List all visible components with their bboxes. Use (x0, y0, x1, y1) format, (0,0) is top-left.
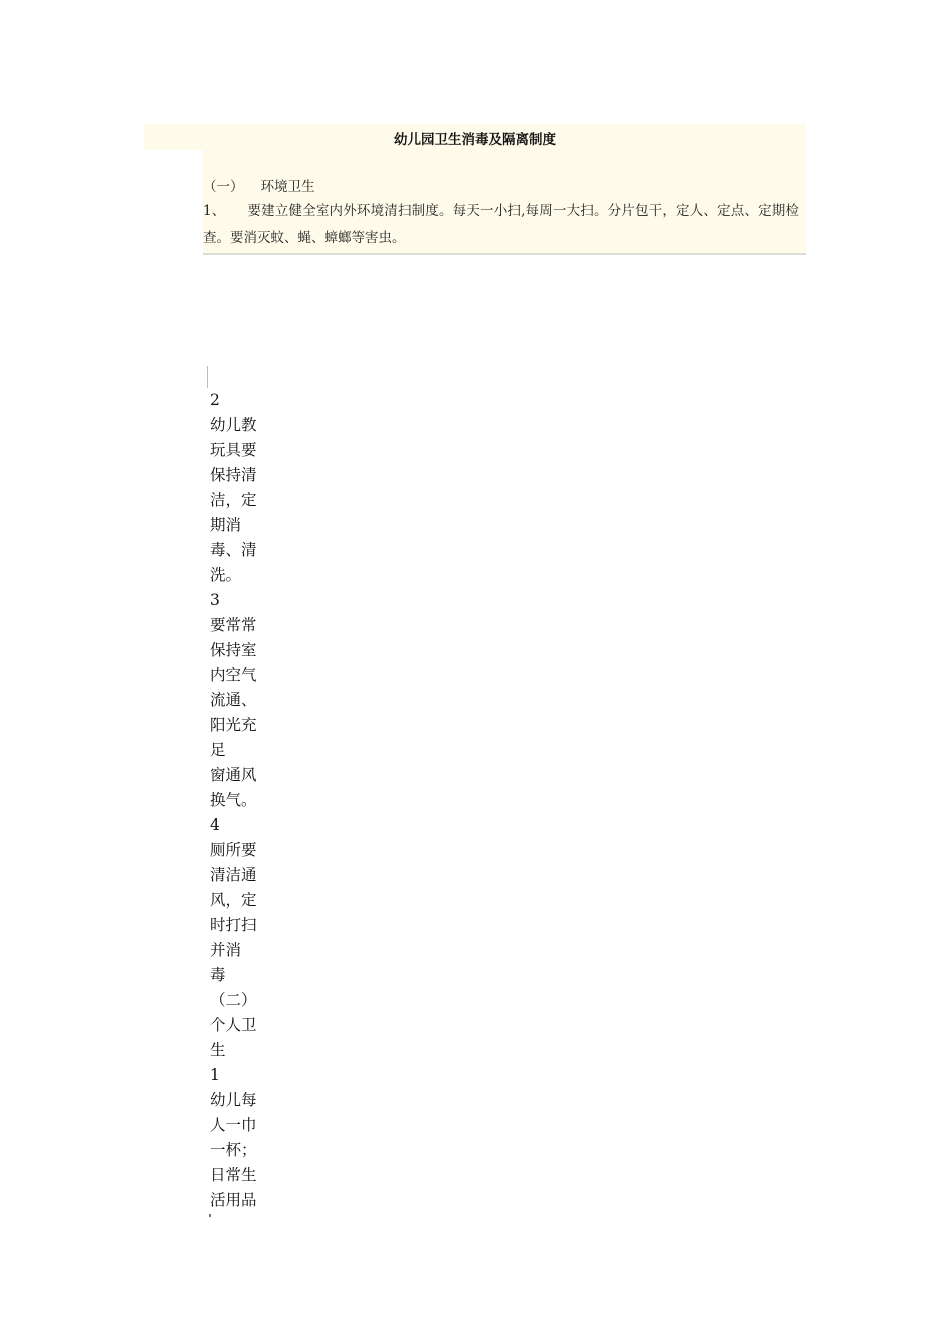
paragraph-item-1 (203, 198, 799, 252)
section-heading-environment: （一） 环境卫生 (203, 179, 315, 195)
column-text-line: 并消 (210, 941, 242, 959)
column-text-line: 洗。 (210, 566, 242, 584)
item-text: 要建立健全室内外环境清扫制度。每天一小扫,每周一大扫。分片包干，定人、定点、定期检查。要消灭蚊、蝇、蟑螂等害虫。 (203, 203, 799, 246)
column-text-line: 内空气 (210, 666, 257, 684)
column-text-line: 换气。 (210, 791, 257, 809)
column-text-line: 幼儿教 (210, 416, 257, 434)
column-text-line: 窗通风 (210, 766, 257, 784)
item-number: 1、 (203, 203, 226, 219)
column-text-line: 清洁通 (210, 866, 257, 884)
column-text-line: 2 (210, 391, 220, 409)
column-text-line: 日常生 (210, 1166, 257, 1184)
column-text-line: 阳光充 (210, 716, 257, 734)
column-text-line: 一杯； (210, 1141, 257, 1159)
column-text-line: 足 (210, 741, 226, 759)
column-text-line: 厕所要 (210, 841, 257, 859)
column-text-line: 1 (210, 1066, 220, 1084)
column-text-line: 人一巾 (210, 1116, 257, 1134)
narrow-text-column (210, 388, 266, 1213)
column-text-line: 个人卫 (210, 1016, 257, 1034)
column-text-line: 风，定 (210, 891, 257, 909)
column-text-line: 期消 (210, 516, 242, 534)
column-text-line: 毒、清 (210, 541, 257, 559)
column-text-line: （二） (210, 991, 257, 1009)
column-text-line: 生 (210, 1041, 226, 1059)
column-text-line: 毒 (210, 966, 226, 984)
column-text-line: 流通、 (210, 691, 257, 709)
column-text-line: 时打扫 (210, 916, 257, 934)
column-text-line: 幼儿每 (210, 1091, 257, 1109)
column-text-line: 玩具要 (210, 441, 257, 459)
divider-line (207, 366, 208, 388)
document-title: 幼儿园卫生消毒及隔离制度 (394, 132, 556, 148)
column-text-line: 保持室 (210, 641, 257, 659)
column-text-line: 4 (210, 816, 220, 834)
column-text-line: 活用品 (210, 1191, 257, 1209)
column-text-line: 洁，定 (210, 491, 257, 509)
column-text-line: 保持清 (210, 466, 257, 484)
truncation-mark (209, 1214, 211, 1217)
column-text-line: 3 (210, 591, 220, 609)
column-text-line: 要常常 (210, 616, 257, 634)
